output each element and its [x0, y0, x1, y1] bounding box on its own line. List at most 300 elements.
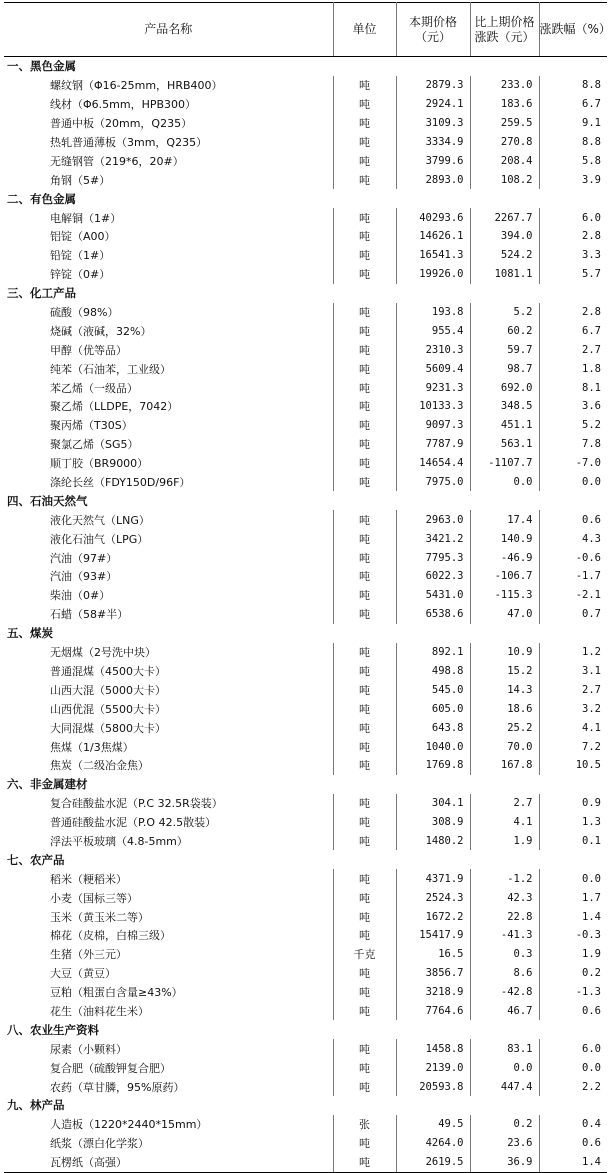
- product-unit: 吨: [333, 926, 396, 945]
- product-name: 聚丙烯（T30S）: [4, 416, 333, 435]
- current-price: 49.5: [396, 1115, 470, 1134]
- product-unit: 吨: [333, 473, 396, 492]
- change-percent: 6.7: [582, 98, 601, 111]
- table-row: [4, 964, 607, 983]
- table-row: [4, 832, 607, 851]
- current-price: 2879.3: [396, 76, 470, 95]
- table-row: [4, 227, 607, 246]
- product-unit: 吨: [333, 680, 396, 699]
- price-change: 2.7: [470, 794, 539, 813]
- price-change: 23.6: [470, 1134, 539, 1153]
- change-percent: 5.2: [582, 419, 601, 432]
- product-unit: 吨: [333, 643, 396, 662]
- price-change: 46.7: [470, 1002, 539, 1021]
- price-change: 36.9: [470, 1153, 539, 1172]
- price-change: 4.1: [470, 813, 539, 832]
- change-percent: 5.7: [582, 268, 601, 281]
- product-name: 山西大混（5000大卡）: [4, 680, 333, 699]
- product-name: 瓦楞纸（高强）: [4, 1153, 333, 1172]
- product-unit: 吨: [333, 1077, 396, 1096]
- change-percent: 0.4: [582, 1118, 601, 1131]
- header-current-price: 本期价格（元）: [396, 3, 470, 57]
- table-row: [4, 510, 607, 529]
- table-row: [4, 1039, 607, 1058]
- change-percent: 2.8: [582, 230, 601, 243]
- change-percent: 1.2: [582, 646, 601, 659]
- product-name: 浮法平板玻璃（4.8-5mm）: [4, 832, 333, 851]
- price-change: 167.8: [470, 756, 539, 775]
- product-name: 甲醇（优等品）: [4, 340, 333, 359]
- change-percent: 8.1: [582, 381, 601, 394]
- product-name: 电解铜（1#）: [4, 208, 333, 227]
- current-price: 545.0: [396, 680, 470, 699]
- current-price: 7795.3: [396, 548, 470, 567]
- table-row: [4, 586, 607, 605]
- product-name: 无缝钢管（219*6，20#）: [4, 151, 333, 170]
- product-unit: 吨: [333, 1058, 396, 1077]
- product-name: 顺丁胶（BR9000）: [4, 454, 333, 473]
- current-price: 643.8: [396, 718, 470, 737]
- product-unit: 吨: [333, 378, 396, 397]
- price-change: 25.2: [470, 718, 539, 737]
- price-change: 233.0: [470, 76, 539, 95]
- table-body: [4, 57, 607, 1173]
- category-title: 六、非金属建材: [7, 777, 88, 792]
- product-unit: 吨: [333, 265, 396, 284]
- current-price: 9231.3: [396, 378, 470, 397]
- category-row: [4, 1096, 607, 1115]
- product-unit: 吨: [333, 340, 396, 359]
- change-percent: 5.8: [582, 154, 601, 167]
- product-unit: 吨: [333, 208, 396, 227]
- change-percent: 1.3: [582, 816, 601, 829]
- price-table-container: [4, 2, 611, 1173]
- current-price: 14654.4: [396, 454, 470, 473]
- table-row: [4, 907, 607, 926]
- category-title: 一、黑色金属: [7, 59, 76, 74]
- product-name: 焦炭（二级冶金焦）: [4, 756, 333, 775]
- price-change: -115.3: [470, 586, 539, 605]
- product-unit: 吨: [333, 907, 396, 926]
- change-percent: -0.3: [575, 929, 601, 942]
- product-name: 液化石油气（LPG）: [4, 529, 333, 548]
- table-row: [4, 359, 607, 378]
- price-change: 47.0: [470, 605, 539, 624]
- table-row: [4, 340, 607, 359]
- price-change: 1.9: [470, 832, 539, 851]
- current-price: 955.4: [396, 321, 470, 340]
- price-change: 60.2: [470, 321, 539, 340]
- product-unit: 吨: [333, 756, 396, 775]
- table-row: [4, 718, 607, 737]
- price-change: 10.9: [470, 643, 539, 662]
- product-unit: 吨: [333, 1134, 396, 1153]
- table-row: [4, 699, 607, 718]
- price-change: 563.1: [470, 435, 539, 454]
- product-unit: 吨: [333, 170, 396, 189]
- product-unit: 吨: [333, 454, 396, 473]
- product-unit: 吨: [333, 1039, 396, 1058]
- price-change: -42.8: [470, 983, 539, 1002]
- change-percent: 6.0: [582, 1042, 601, 1055]
- current-price: 15417.9: [396, 926, 470, 945]
- product-unit: 吨: [333, 76, 396, 95]
- table-row: [4, 151, 607, 170]
- product-name: 无烟煤（2号洗中块）: [4, 643, 333, 662]
- table-row: [4, 1002, 607, 1021]
- product-name: 柴油（0#）: [4, 586, 333, 605]
- table-row: [4, 548, 607, 567]
- category-row: [4, 775, 607, 794]
- current-price: 4371.9: [396, 869, 470, 888]
- table-row: [4, 397, 607, 416]
- product-name: 螺纹钢（Φ16-25mm，HRB400）: [4, 76, 333, 95]
- product-name: 农药（草甘膦，95%原药）: [4, 1077, 333, 1096]
- price-change: -41.3: [470, 926, 539, 945]
- header-price-change: 比上期价格涨跌（元）: [470, 3, 539, 57]
- category-row: [4, 1020, 607, 1039]
- product-unit: 吨: [333, 794, 396, 813]
- change-percent: 0.1: [582, 834, 601, 847]
- change-percent: 6.7: [582, 324, 601, 337]
- price-change: -1107.7: [470, 454, 539, 473]
- table-row: [4, 321, 607, 340]
- current-price: 3109.3: [396, 114, 470, 133]
- change-percent: 8.8: [582, 136, 601, 148]
- change-percent: 1.4: [539, 1153, 607, 1172]
- current-price: 3218.9: [396, 983, 470, 1002]
- product-unit: 吨: [333, 227, 396, 246]
- change-percent: 2.7: [582, 683, 601, 696]
- table-row: [4, 813, 607, 832]
- product-name: 稻米（粳稻米）: [4, 869, 333, 888]
- change-percent: 0.9: [582, 797, 601, 810]
- change-percent: 4.3: [582, 532, 601, 545]
- price-change: 5.2: [470, 303, 539, 322]
- product-unit: 吨: [333, 699, 396, 718]
- table-row: [4, 643, 607, 662]
- change-percent: 1.4: [582, 910, 601, 923]
- table-row: [4, 888, 607, 907]
- change-percent: -1.7: [575, 570, 601, 583]
- price-change: 70.0: [470, 737, 539, 756]
- current-price: 193.8: [396, 303, 470, 322]
- change-percent: 0.2: [582, 967, 601, 980]
- product-name: 汽油（97#）: [4, 548, 333, 567]
- category-title: 八、农业生产资料: [7, 1022, 99, 1037]
- price-change: 0.0: [470, 473, 539, 492]
- table-row: [4, 945, 607, 964]
- product-name: 铅锭（1#）: [4, 246, 333, 265]
- header-row: [4, 3, 607, 57]
- product-unit: 吨: [333, 303, 396, 322]
- product-name: 液化天然气（LNG）: [4, 510, 333, 529]
- price-table: [4, 2, 611, 1173]
- current-price: 7975.0: [396, 473, 470, 492]
- product-unit: 吨: [333, 567, 396, 586]
- current-price: 1458.8: [396, 1039, 470, 1058]
- product-name: 小麦（国标三等）: [4, 888, 333, 907]
- change-percent: 3.9: [582, 173, 601, 186]
- change-percent: -7.0: [575, 457, 601, 470]
- product-name: 纯苯（石油苯，工业级）: [4, 359, 333, 378]
- category-title: 四、石油天然气: [7, 493, 88, 508]
- product-unit: 吨: [333, 246, 396, 265]
- product-unit: 吨: [333, 964, 396, 983]
- change-percent: -1.3: [575, 986, 601, 999]
- price-change: 108.2: [470, 170, 539, 189]
- table-row: [4, 246, 607, 265]
- current-price: 16541.3: [396, 246, 470, 265]
- category-title: 七、农产品: [7, 852, 65, 867]
- price-change: -46.9: [470, 548, 539, 567]
- price-change: 183.6: [470, 95, 539, 114]
- change-percent: 0.6: [582, 1004, 601, 1017]
- price-change: 259.5: [470, 114, 539, 133]
- change-percent: 3.3: [582, 249, 601, 262]
- change-percent: 2.2: [582, 1080, 601, 1093]
- change-percent: 0.0: [582, 1061, 601, 1074]
- price-change: 14.3: [470, 680, 539, 699]
- table-row: [4, 1153, 607, 1172]
- price-change: 524.2: [470, 246, 539, 265]
- product-name: 涤纶长丝（FDY150D/96F）: [4, 473, 333, 492]
- price-change: 348.5: [470, 397, 539, 416]
- table-row: [4, 794, 607, 813]
- product-name: 大同混煤（5800大卡）: [4, 718, 333, 737]
- product-name: 山西优混（5500大卡）: [4, 699, 333, 718]
- product-name: 汽油（93#）: [4, 567, 333, 586]
- price-change: 394.0: [470, 227, 539, 246]
- table-row: [4, 208, 607, 227]
- price-change: 140.9: [470, 529, 539, 548]
- product-name: 生猪（外三元）: [4, 945, 333, 964]
- table-row: [4, 76, 607, 95]
- product-unit: 吨: [333, 133, 396, 152]
- current-price: 1040.0: [396, 737, 470, 756]
- change-percent: 3.1: [582, 664, 601, 677]
- price-change: 0.2: [470, 1115, 539, 1134]
- table-row: [4, 605, 607, 624]
- price-change: 0.3: [470, 945, 539, 964]
- product-unit: 吨: [333, 416, 396, 435]
- table-row: [4, 416, 607, 435]
- price-change: -106.7: [470, 567, 539, 586]
- table-row: [4, 1077, 607, 1096]
- header-product-name: 产品名称: [4, 3, 333, 57]
- change-percent: 3.2: [582, 702, 601, 715]
- product-unit: 吨: [333, 737, 396, 756]
- product-name: 聚氯乙烯（SG5）: [4, 435, 333, 454]
- table-row: [4, 265, 607, 284]
- product-unit: 吨: [333, 662, 396, 681]
- header-change-percent: 涨跌幅（%）: [539, 3, 607, 57]
- product-name: 花生（油料花生米）: [4, 1002, 333, 1021]
- price-change: 270.8: [470, 133, 539, 152]
- product-name: 普通硅酸盐水泥（P.O 42.5散装）: [4, 813, 333, 832]
- current-price: 4264.0: [396, 1134, 470, 1153]
- table-row: [4, 756, 607, 775]
- change-percent: 6.0: [582, 211, 601, 224]
- category-row: [4, 284, 607, 303]
- table-row: [4, 926, 607, 945]
- current-price: 7787.9: [396, 435, 470, 454]
- price-change: -1.2: [470, 869, 539, 888]
- category-row: [4, 624, 607, 643]
- product-name: 烧碱（液碱，32%）: [4, 321, 333, 340]
- change-percent: 7.2: [582, 740, 601, 753]
- product-unit: 吨: [333, 718, 396, 737]
- product-name: 苯乙烯（一级品）: [4, 378, 333, 397]
- change-percent: 1.8: [582, 362, 601, 375]
- product-name: 玉米（黄玉米二等）: [4, 907, 333, 926]
- table-row: [4, 95, 607, 114]
- category-row: [4, 189, 607, 208]
- price-change: 18.6: [470, 699, 539, 718]
- current-price: 6022.3: [396, 567, 470, 586]
- current-price: 20593.8: [396, 1077, 470, 1096]
- current-price: 2524.3: [396, 888, 470, 907]
- price-change: 447.4: [470, 1077, 539, 1096]
- header-unit: 单位: [333, 3, 396, 57]
- change-percent: 0.6: [582, 513, 601, 526]
- product-name: 焦煤（1/3焦煤）: [4, 737, 333, 756]
- product-unit: 吨: [333, 813, 396, 832]
- product-unit: 千克: [333, 945, 396, 964]
- current-price: 16.5: [396, 945, 470, 964]
- change-percent: 0.0: [582, 476, 601, 489]
- current-price: 2139.0: [396, 1058, 470, 1077]
- table-row: [4, 1058, 607, 1077]
- current-price: 3334.9: [396, 133, 470, 152]
- product-name: 石蜡（58#半）: [4, 605, 333, 624]
- price-change: 17.4: [470, 510, 539, 529]
- product-unit: 吨: [333, 1002, 396, 1021]
- product-unit: 吨: [333, 869, 396, 888]
- change-percent: 3.6: [582, 400, 601, 413]
- table-row: [4, 983, 607, 1002]
- current-price: 3799.6: [396, 151, 470, 170]
- price-change: 451.1: [470, 416, 539, 435]
- product-name: 线材（Φ6.5mm，HPB300）: [4, 95, 333, 114]
- category-row: [4, 57, 607, 76]
- price-change: 692.0: [470, 378, 539, 397]
- current-price: 892.1: [396, 643, 470, 662]
- table-row: [4, 114, 607, 133]
- product-name: 聚乙烯（LLDPE，7042）: [4, 397, 333, 416]
- product-name: 纸浆（漂白化学浆）: [4, 1134, 333, 1153]
- current-price: 2893.0: [396, 170, 470, 189]
- current-price: 3856.7: [396, 964, 470, 983]
- price-change: 8.6: [470, 964, 539, 983]
- category-title: 五、煤炭: [7, 626, 53, 641]
- product-name: 复合肥（硫酸钾复合肥）: [4, 1058, 333, 1077]
- current-price: 5431.0: [396, 586, 470, 605]
- current-price: 2619.5: [396, 1153, 470, 1172]
- product-name: 角钢（5#）: [4, 170, 333, 189]
- product-name: 人造板（1220*2440*15mm）: [4, 1115, 333, 1134]
- table-row: [4, 737, 607, 756]
- current-price: 10133.3: [396, 397, 470, 416]
- change-percent: 2.8: [582, 306, 601, 319]
- category-row: [4, 491, 607, 510]
- current-price: 2924.1: [396, 95, 470, 114]
- table-row: [4, 1115, 607, 1134]
- product-name: 大豆（黄豆）: [4, 964, 333, 983]
- change-percent: 1.7: [582, 891, 601, 904]
- change-percent: 7.8: [582, 438, 601, 451]
- change-percent: 10.5: [575, 759, 601, 772]
- current-price: 6538.6: [396, 605, 470, 624]
- product-unit: 吨: [333, 359, 396, 378]
- current-price: 308.9: [396, 813, 470, 832]
- current-price: 605.0: [396, 699, 470, 718]
- price-change: 0.0: [470, 1058, 539, 1077]
- current-price: 9097.3: [396, 416, 470, 435]
- category-title: 九、林产品: [7, 1098, 65, 1113]
- change-percent: 9.1: [582, 117, 601, 130]
- change-percent: 0.7: [582, 608, 601, 621]
- product-name: 普通中板（20mm，Q235）: [4, 114, 333, 133]
- price-change: 2267.7: [470, 208, 539, 227]
- current-price: 19926.0: [396, 265, 470, 284]
- product-unit: 吨: [333, 548, 396, 567]
- category-title: 三、化工产品: [7, 286, 76, 301]
- product-unit: 吨: [333, 151, 396, 170]
- product-unit: 吨: [333, 529, 396, 548]
- table-row: [4, 378, 607, 397]
- current-price: 5609.4: [396, 359, 470, 378]
- product-unit: 吨: [333, 1153, 396, 1172]
- price-change: 15.2: [470, 662, 539, 681]
- table-row: [4, 662, 607, 681]
- current-price: 7764.6: [396, 1002, 470, 1021]
- table-row: [4, 529, 607, 548]
- product-unit: 吨: [333, 586, 396, 605]
- product-unit: 吨: [333, 888, 396, 907]
- category-title: 二、有色金属: [7, 191, 76, 206]
- product-unit: 吨: [333, 95, 396, 114]
- current-price: 2310.3: [396, 340, 470, 359]
- product-name: 锌锭（0#）: [4, 265, 333, 284]
- product-unit: 张: [333, 1115, 396, 1134]
- product-name: 复合硅酸盐水泥（P.C 32.5R袋装）: [4, 794, 333, 813]
- change-percent: -0.6: [575, 551, 601, 564]
- product-unit: 吨: [333, 510, 396, 529]
- table-row: [4, 1134, 607, 1153]
- current-price: 498.8: [396, 662, 470, 681]
- change-percent: -2.1: [575, 589, 601, 602]
- product-unit: 吨: [333, 321, 396, 340]
- category-row: [4, 850, 607, 869]
- table-row: [4, 680, 607, 699]
- current-price: 14626.1: [396, 227, 470, 246]
- product-unit: 吨: [333, 832, 396, 851]
- current-price: 40293.6: [396, 208, 470, 227]
- product-name: 热轧普通薄板（3mm，Q235）: [4, 133, 333, 152]
- change-percent: 1.9: [582, 948, 601, 961]
- table-row: [4, 435, 607, 454]
- product-name: 铝锭（A00）: [4, 227, 333, 246]
- current-price: 1480.2: [396, 832, 470, 851]
- product-unit: 吨: [333, 983, 396, 1002]
- current-price: 1672.2: [396, 907, 470, 926]
- table-row: [4, 567, 607, 586]
- price-change: 83.1: [470, 1039, 539, 1058]
- product-name: 棉花（皮棉，白棉三级）: [4, 926, 333, 945]
- price-change: 98.7: [470, 359, 539, 378]
- change-percent: 8.8: [582, 79, 601, 92]
